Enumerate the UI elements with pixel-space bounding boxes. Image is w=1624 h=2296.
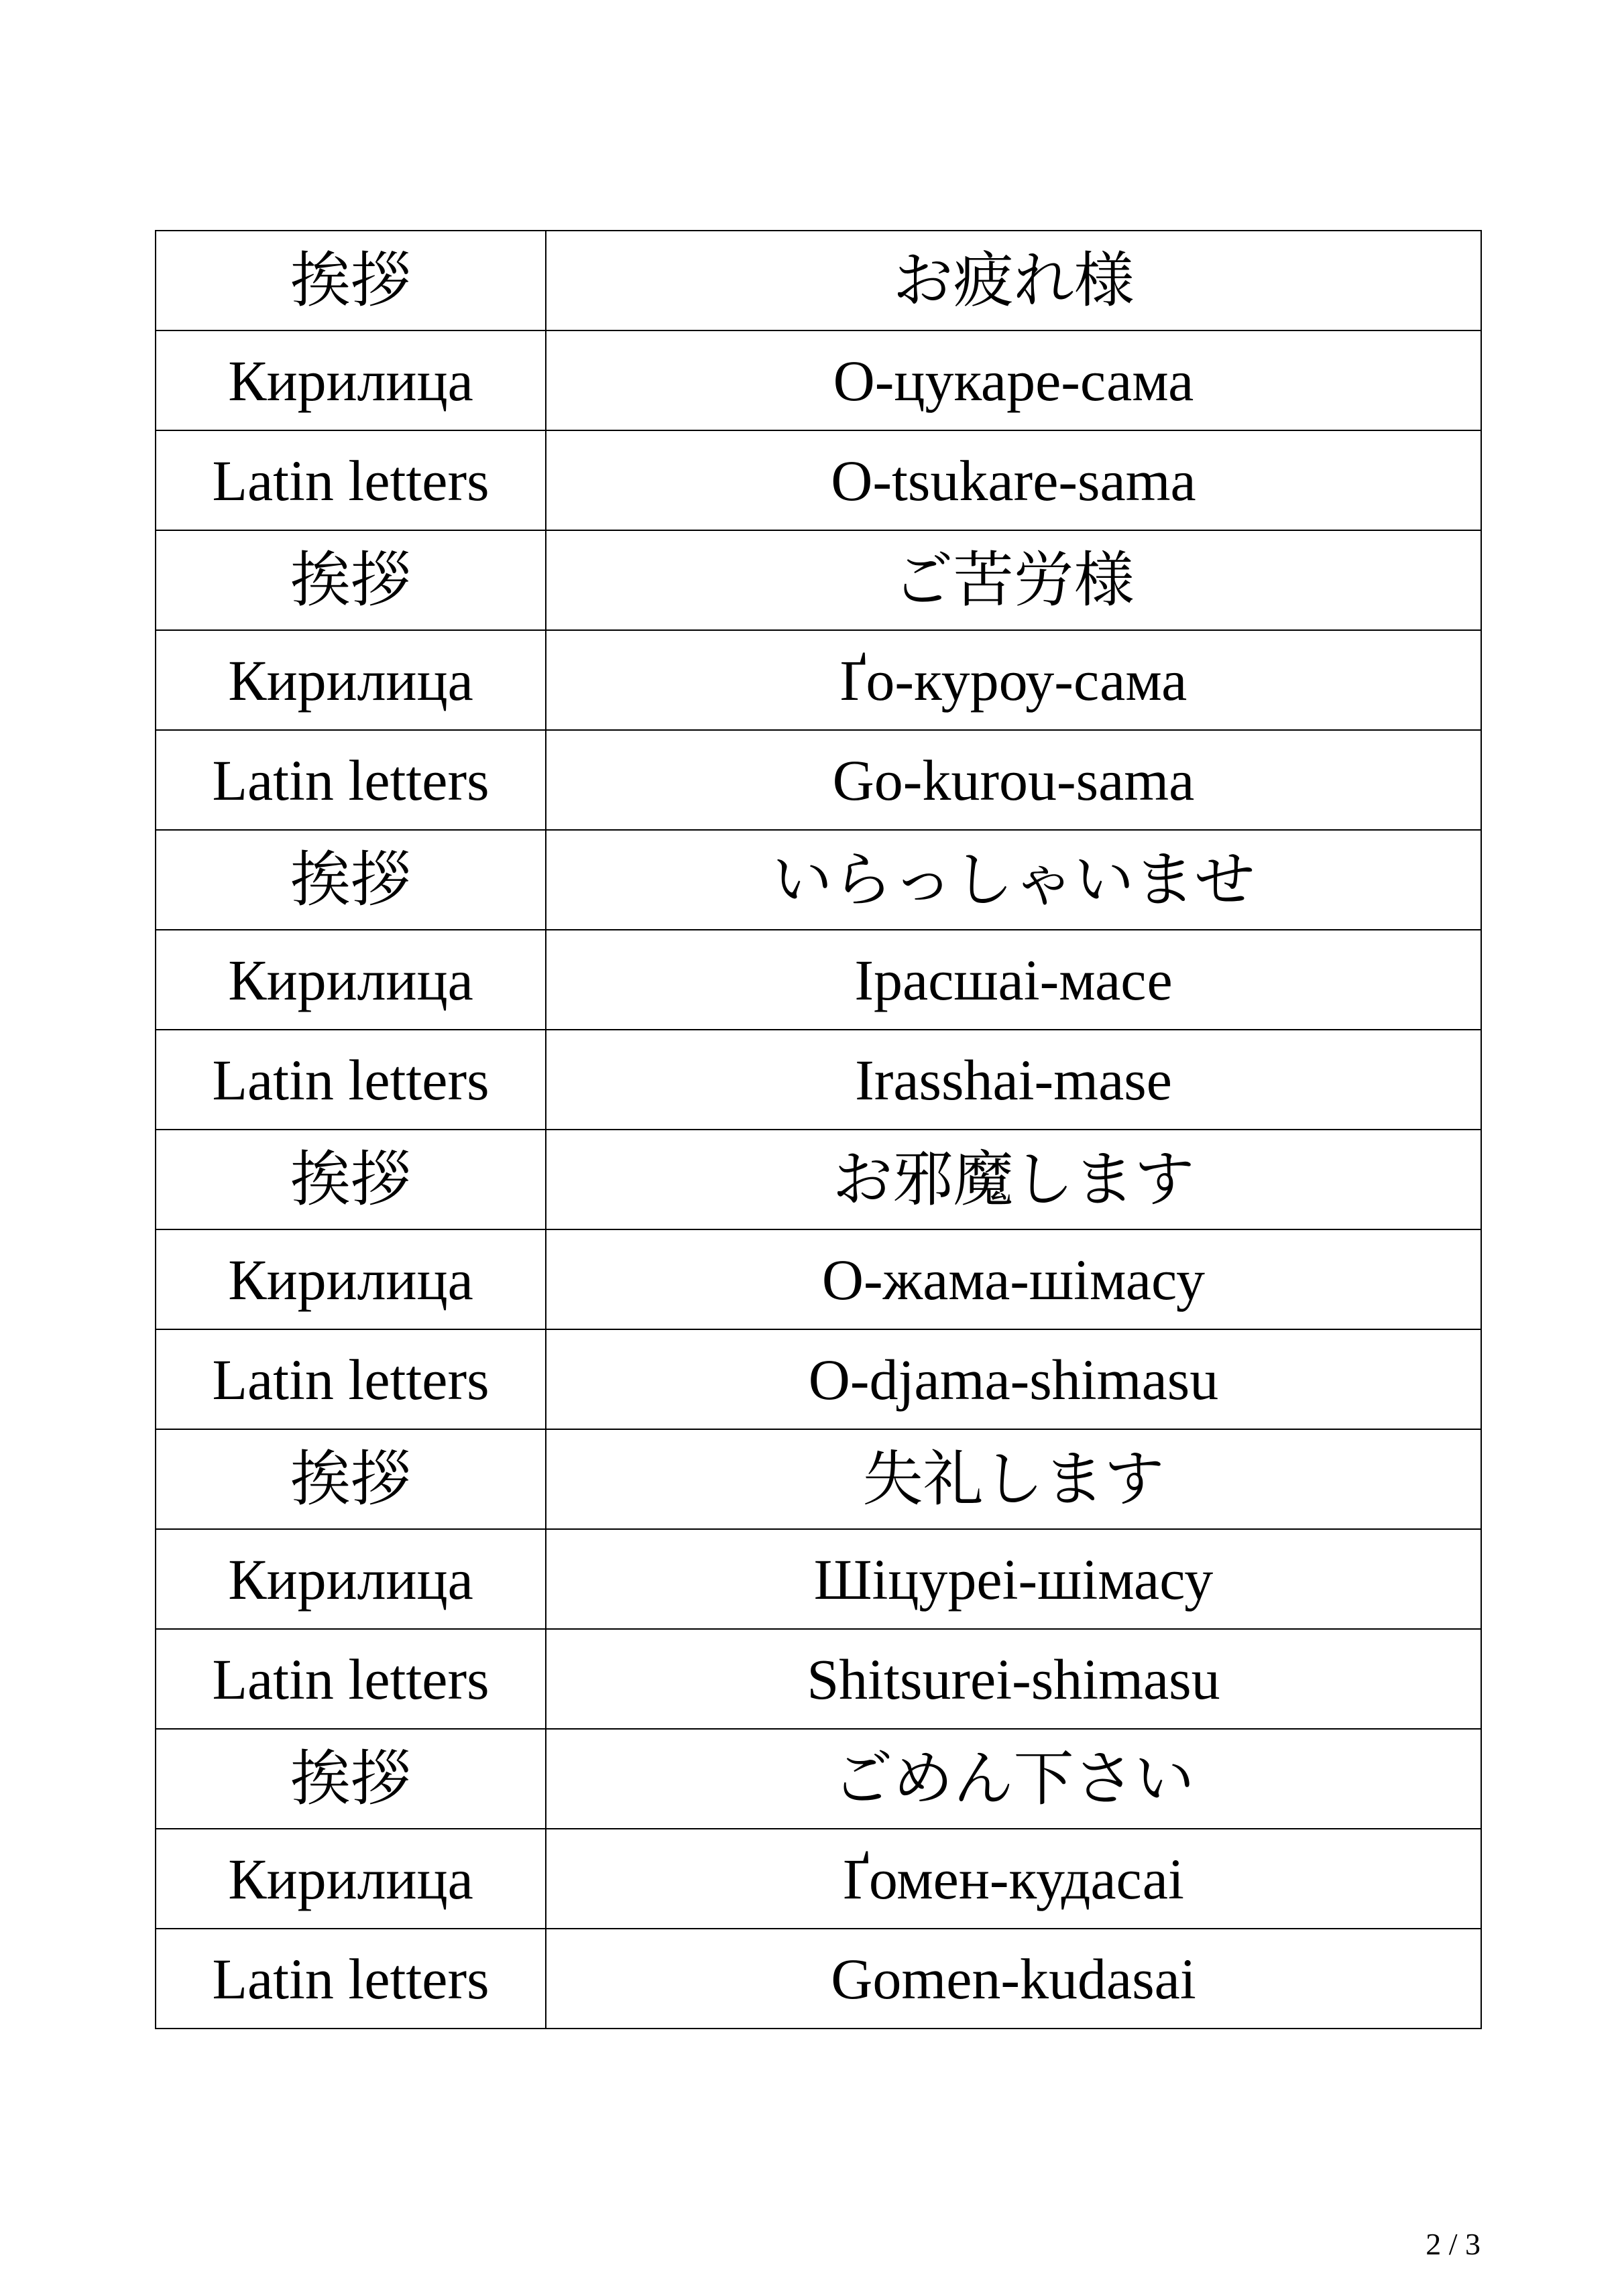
table-row	[156, 530, 1481, 630]
table-row	[156, 330, 1481, 430]
row-value-cell: Shitsurei-shimasu	[546, 1629, 1481, 1729]
table-row	[156, 930, 1481, 1030]
row-value-cell: Gomen-kudasai	[546, 1929, 1481, 2029]
row-value-cell: お疲れ様	[546, 231, 1481, 330]
row-value-cell: いらっしゃいませ	[546, 830, 1481, 930]
greetings-table	[155, 230, 1482, 2029]
table-row	[156, 1429, 1481, 1529]
row-value-cell: O-djama-shimasu	[546, 1329, 1481, 1429]
row-label-cell: Кирилица	[156, 1229, 546, 1329]
row-label-cell: 挨拶	[156, 1130, 546, 1229]
greetings-table-body	[156, 231, 1481, 2029]
row-value-cell: O-tsukare-sama	[546, 430, 1481, 530]
row-label-cell: 挨拶	[156, 1729, 546, 1829]
row-value-cell: Irasshai-mase	[546, 1030, 1481, 1130]
table-row	[156, 730, 1481, 830]
row-value-cell: О-жама-шімасу	[546, 1229, 1481, 1329]
table-row	[156, 1329, 1481, 1429]
row-label-cell: Latin letters	[156, 1030, 546, 1130]
row-label-cell: Кирилица	[156, 1829, 546, 1929]
table-row	[156, 1829, 1481, 1929]
row-label-cell: 挨拶	[156, 231, 546, 330]
row-label-cell: Latin letters	[156, 1629, 546, 1729]
table-row	[156, 1529, 1481, 1629]
table-row	[156, 1929, 1481, 2029]
table-row	[156, 430, 1481, 530]
row-label-cell: Latin letters	[156, 1329, 546, 1429]
table-row	[156, 1229, 1481, 1329]
row-label-cell: Кирилица	[156, 630, 546, 730]
row-value-cell: Ґомен-кудасаі	[546, 1829, 1481, 1929]
row-label-cell: Latin letters	[156, 1929, 546, 2029]
row-label-cell: Latin letters	[156, 430, 546, 530]
row-label-cell: Кирилица	[156, 330, 546, 430]
row-label-cell: Кирилица	[156, 1529, 546, 1629]
row-label-cell: Latin letters	[156, 730, 546, 830]
row-label-cell: Кирилица	[156, 930, 546, 1030]
table-row	[156, 1030, 1481, 1130]
row-label-cell: 挨拶	[156, 830, 546, 930]
row-value-cell: О-цукаре-сама	[546, 330, 1481, 430]
row-label-cell: 挨拶	[156, 530, 546, 630]
row-value-cell: Ґо-куроу-сама	[546, 630, 1481, 730]
table-row	[156, 630, 1481, 730]
row-value-cell: Ірасшаі-масе	[546, 930, 1481, 1030]
row-value-cell: Шіцуреі-шімасу	[546, 1529, 1481, 1629]
row-value-cell: 失礼します	[546, 1429, 1481, 1529]
row-value-cell: ごめん下さい	[546, 1729, 1481, 1829]
page-number: 2 / 3	[1426, 2227, 1481, 2261]
row-label-cell: 挨拶	[156, 1429, 546, 1529]
table-row	[156, 830, 1481, 930]
row-value-cell: お邪魔します	[546, 1130, 1481, 1229]
table-row	[156, 1130, 1481, 1229]
row-value-cell: ご苦労様	[546, 530, 1481, 630]
table-row	[156, 1729, 1481, 1829]
table-row	[156, 1629, 1481, 1729]
row-value-cell: Go-kurou-sama	[546, 730, 1481, 830]
table-row	[156, 231, 1481, 330]
